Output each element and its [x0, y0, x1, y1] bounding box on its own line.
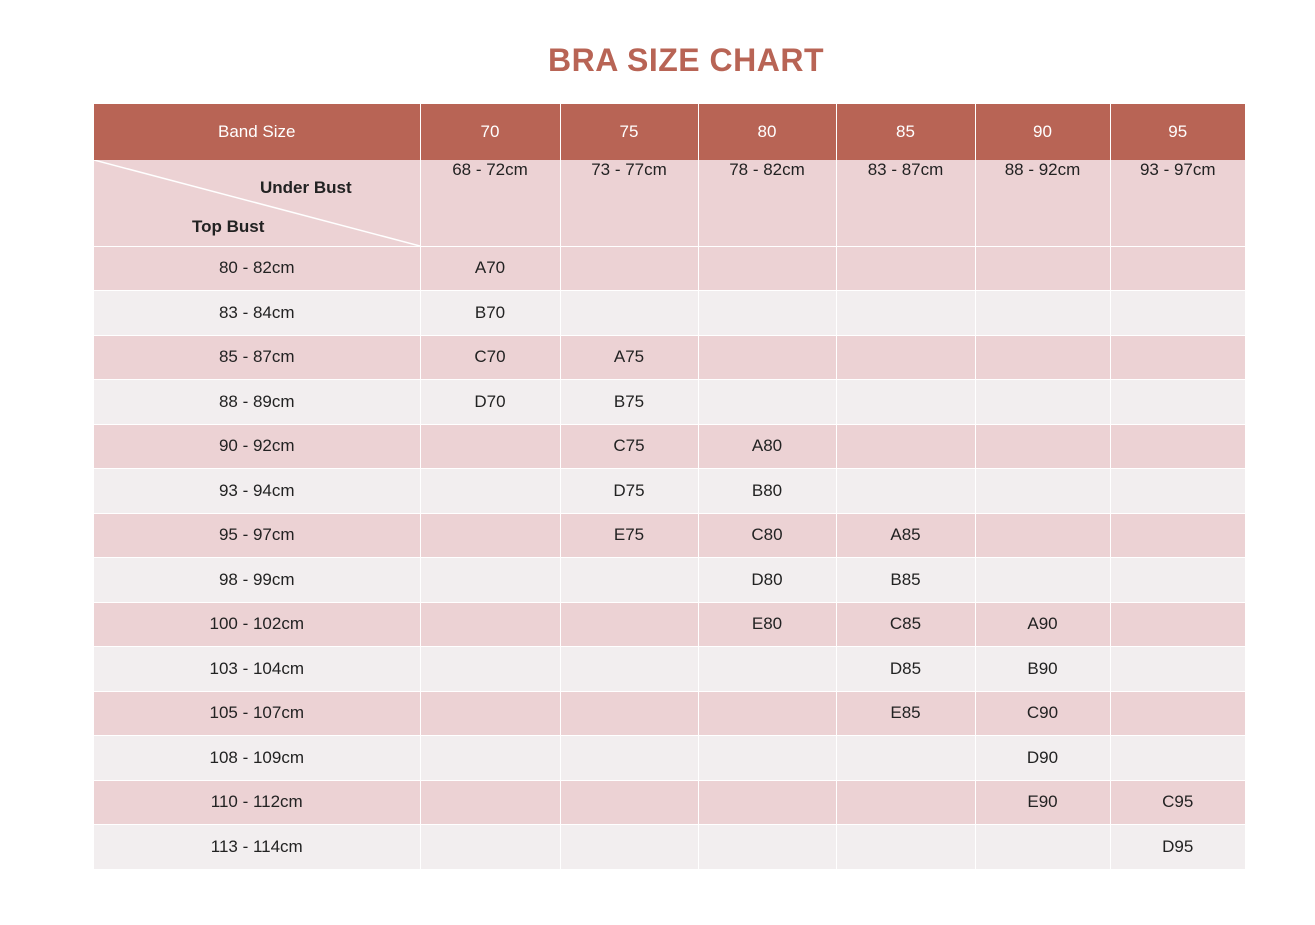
size-cell — [975, 469, 1110, 514]
size-cell — [1110, 513, 1245, 558]
size-cell — [698, 335, 836, 380]
size-cell: E85 — [836, 691, 975, 736]
size-cell: C90 — [975, 691, 1110, 736]
size-cell — [560, 780, 698, 825]
size-cell — [420, 602, 560, 647]
size-cell: A75 — [560, 335, 698, 380]
size-cell — [836, 246, 975, 291]
table-row — [94, 780, 1245, 825]
table-row — [94, 291, 1245, 336]
top-bust-range: 100 - 102cm — [94, 602, 420, 647]
size-cell — [1110, 558, 1245, 603]
under-bust-range: 73 - 77cm — [560, 160, 698, 246]
size-cell — [420, 691, 560, 736]
table-row — [94, 380, 1245, 425]
bra-size-table — [94, 104, 1245, 869]
size-cell — [1110, 335, 1245, 380]
table-row — [94, 825, 1245, 869]
under-bust-range: 88 - 92cm — [975, 160, 1110, 246]
size-cell — [698, 246, 836, 291]
table-row — [94, 246, 1245, 291]
size-cell — [698, 780, 836, 825]
size-cell — [975, 513, 1110, 558]
top-bust-range: 113 - 114cm — [94, 825, 420, 869]
size-cell — [420, 736, 560, 781]
size-cell: A70 — [420, 246, 560, 291]
size-cell: A80 — [698, 424, 836, 469]
size-cell — [420, 825, 560, 869]
size-cell: E80 — [698, 602, 836, 647]
band-header-85: 85 — [836, 104, 975, 160]
top-bust-range: 80 - 82cm — [94, 246, 420, 291]
size-cell: D80 — [698, 558, 836, 603]
size-cell: B80 — [698, 469, 836, 514]
corner-cell — [94, 160, 420, 246]
top-bust-label: Top Bust — [192, 217, 265, 236]
size-cell: C85 — [836, 602, 975, 647]
size-cell — [420, 647, 560, 692]
under-bust-label: Under Bust — [260, 178, 352, 197]
size-cell — [420, 780, 560, 825]
size-cell: B75 — [560, 380, 698, 425]
size-cell — [1110, 380, 1245, 425]
table-row — [94, 513, 1245, 558]
size-cell — [975, 424, 1110, 469]
under-bust-range: 68 - 72cm — [420, 160, 560, 246]
table-row — [94, 424, 1245, 469]
top-bust-range: 93 - 94cm — [94, 469, 420, 514]
top-bust-range: 105 - 107cm — [94, 691, 420, 736]
size-cell: B85 — [836, 558, 975, 603]
band-header-90: 90 — [975, 104, 1110, 160]
top-bust-range: 98 - 99cm — [94, 558, 420, 603]
table-row — [94, 691, 1245, 736]
top-bust-range: 95 - 97cm — [94, 513, 420, 558]
size-cell — [698, 380, 836, 425]
size-cell — [836, 825, 975, 869]
size-cell: A85 — [836, 513, 975, 558]
size-cell — [1110, 647, 1245, 692]
band-header-95: 95 — [1110, 104, 1245, 160]
size-cell: C95 — [1110, 780, 1245, 825]
size-cell: D75 — [560, 469, 698, 514]
size-cell — [560, 647, 698, 692]
band-header-80: 80 — [698, 104, 836, 160]
size-cell — [560, 246, 698, 291]
under-bust-range: 83 - 87cm — [836, 160, 975, 246]
size-cell — [1110, 469, 1245, 514]
size-cell — [1110, 691, 1245, 736]
band-header-70: 70 — [420, 104, 560, 160]
top-bust-range: 108 - 109cm — [94, 736, 420, 781]
size-cell — [836, 469, 975, 514]
table-row — [94, 469, 1245, 514]
size-cell — [698, 647, 836, 692]
size-cell: C75 — [560, 424, 698, 469]
size-cell — [836, 424, 975, 469]
table-row — [94, 602, 1245, 647]
size-cell — [698, 691, 836, 736]
size-cell — [1110, 424, 1245, 469]
top-bust-range: 85 - 87cm — [94, 335, 420, 380]
size-cell — [560, 691, 698, 736]
size-cell: D70 — [420, 380, 560, 425]
table-row — [94, 558, 1245, 603]
size-cell — [698, 291, 836, 336]
size-cell — [975, 291, 1110, 336]
top-bust-range: 88 - 89cm — [94, 380, 420, 425]
size-cell: E75 — [560, 513, 698, 558]
page-title: BRA SIZE CHART — [547, 42, 825, 78]
top-bust-range: 90 - 92cm — [94, 424, 420, 469]
size-cell — [836, 380, 975, 425]
size-cell — [975, 825, 1110, 869]
size-cell: B90 — [975, 647, 1110, 692]
size-cell — [560, 736, 698, 781]
size-cell: D95 — [1110, 825, 1245, 869]
size-cell — [560, 291, 698, 336]
size-cell — [1110, 602, 1245, 647]
under-bust-row — [94, 160, 1245, 246]
size-cell — [975, 335, 1110, 380]
size-cell — [560, 602, 698, 647]
size-cell — [420, 513, 560, 558]
band-size-header-row — [94, 104, 1245, 160]
size-cell — [420, 469, 560, 514]
size-cell: D85 — [836, 647, 975, 692]
size-cell — [420, 558, 560, 603]
size-cell — [420, 424, 560, 469]
table-row — [94, 647, 1245, 692]
size-cell — [698, 736, 836, 781]
size-cell — [836, 291, 975, 336]
size-cell: E90 — [975, 780, 1110, 825]
table-row — [94, 736, 1245, 781]
size-cell: C80 — [698, 513, 836, 558]
size-cell: D90 — [975, 736, 1110, 781]
size-cell — [836, 736, 975, 781]
top-bust-range: 103 - 104cm — [94, 647, 420, 692]
size-cell — [560, 825, 698, 869]
size-cell — [836, 780, 975, 825]
size-cell: A90 — [975, 602, 1110, 647]
size-cell — [1110, 291, 1245, 336]
size-cell — [836, 335, 975, 380]
size-cell — [560, 558, 698, 603]
under-bust-range: 78 - 82cm — [698, 160, 836, 246]
band-size-label: Band Size — [94, 104, 420, 160]
size-cell — [698, 825, 836, 869]
size-cell — [975, 246, 1110, 291]
size-cell: B70 — [420, 291, 560, 336]
size-cell — [975, 558, 1110, 603]
table-row — [94, 335, 1245, 380]
band-header-75: 75 — [560, 104, 698, 160]
top-bust-range: 110 - 112cm — [94, 780, 420, 825]
size-cell: C70 — [420, 335, 560, 380]
size-cell — [975, 380, 1110, 425]
top-bust-range: 83 - 84cm — [94, 291, 420, 336]
size-cell — [1110, 246, 1245, 291]
size-cell — [1110, 736, 1245, 781]
under-bust-range: 93 - 97cm — [1110, 160, 1245, 246]
